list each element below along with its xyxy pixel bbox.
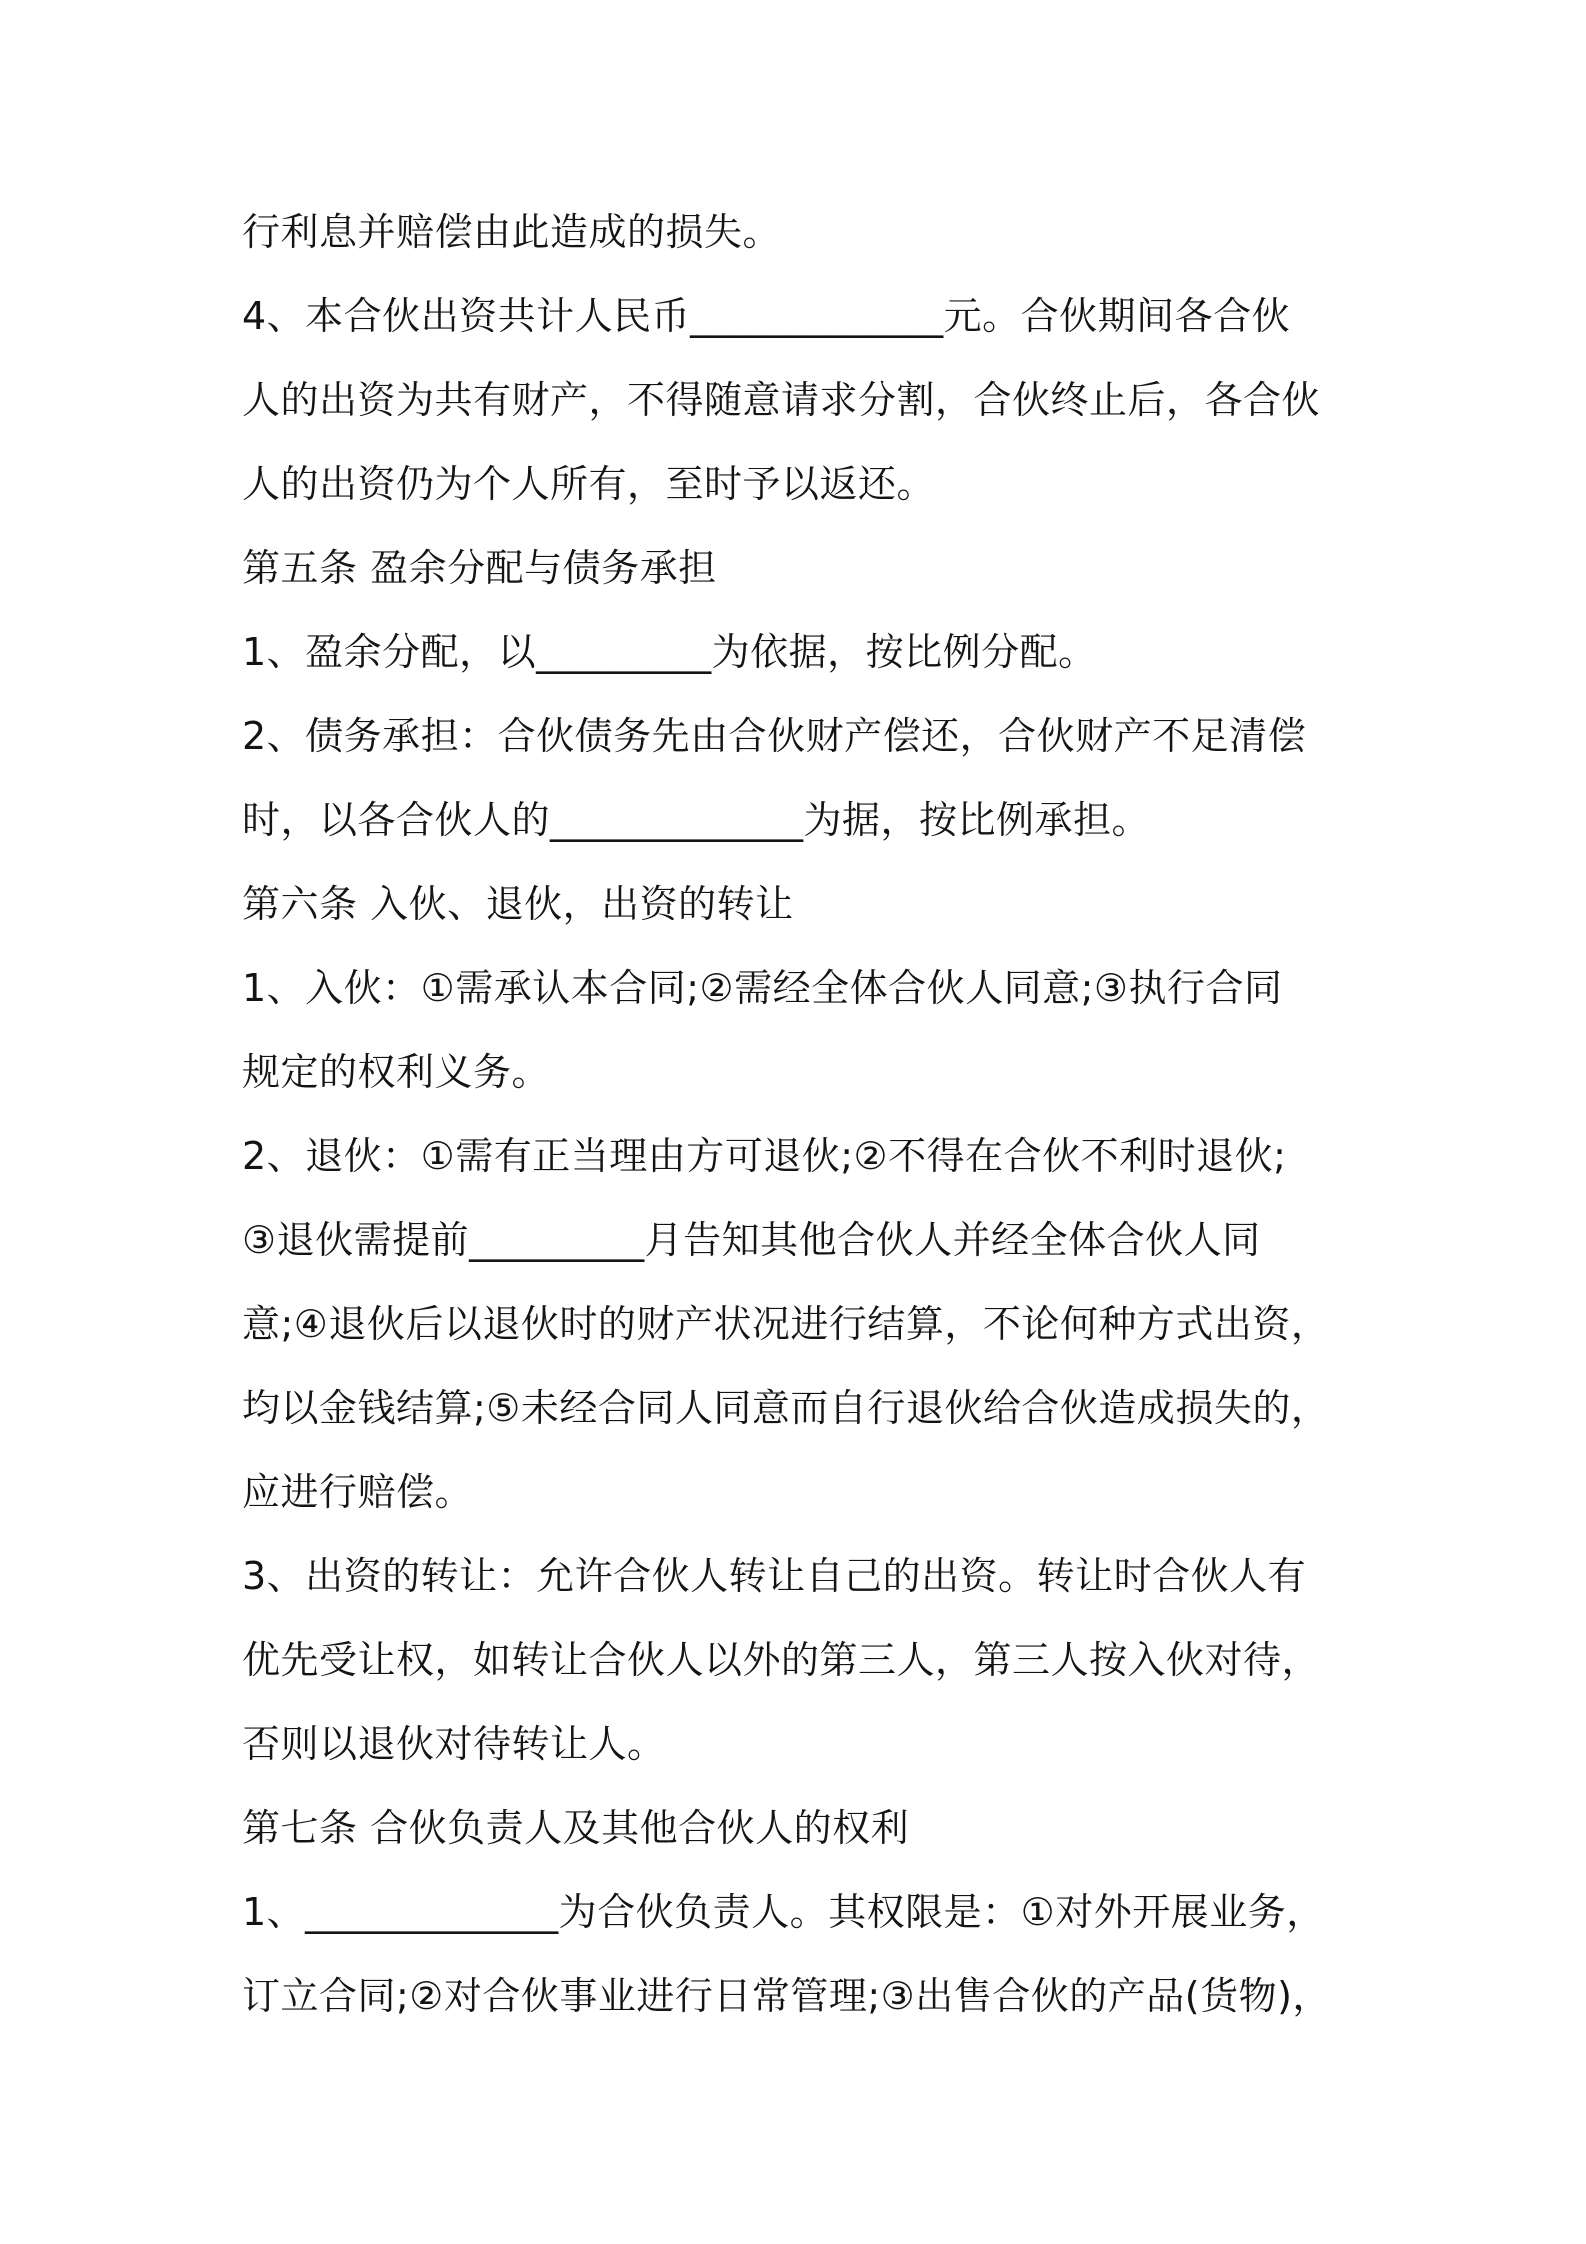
text-line: 2、债务承担：合伙债务先由合伙财产偿还，合伙财产不足清偿 bbox=[242, 714, 1307, 758]
section-heading: 第六条 入伙、退伙，出资的转让 bbox=[242, 882, 794, 926]
text-line: 意;④退伙后以退伙时的财产状况进行结算，不论何种方式出资， bbox=[242, 1302, 1330, 1346]
section-heading: 第七条 合伙负责人及其他合伙人的权利 bbox=[242, 1806, 910, 1850]
text-line: 行利息并赔偿由此造成的损失。 bbox=[242, 210, 782, 254]
text-line: ③退伙需提前_________月告知其他合伙人并经全体合伙人同 bbox=[242, 1218, 1261, 1262]
document-body bbox=[242, 190, 1362, 2038]
text-line: 否则以退伙对待转让人。 bbox=[242, 1722, 666, 1766]
text-line: 1、_____________为合伙负责人。其权限是：①对外开展业务， bbox=[242, 1890, 1325, 1934]
text-line: 优先受让权，如转让合伙人以外的第三人，第三人按入伙对待， bbox=[242, 1638, 1321, 1682]
text-line: 时，以各合伙人的_____________为据，按比例承担。 bbox=[242, 798, 1151, 842]
text-line: 订立合同;②对合伙事业进行日常管理;③出售合伙的产品(货物)， bbox=[242, 1974, 1331, 2018]
text-line: 4、本合伙出资共计人民币_____________元。合伙期间各合伙 bbox=[242, 294, 1291, 338]
section-heading: 第五条 盈余分配与债务承担 bbox=[242, 546, 717, 590]
text-line: 3、出资的转让：允许合伙人转让自己的出资。转让时合伙人有 bbox=[242, 1554, 1307, 1598]
text-line: 1、盈余分配，以_________为依据，按比例分配。 bbox=[242, 630, 1097, 674]
text-line: 1、入伙：①需承认本合同;②需经全体合伙人同意;③执行合同 bbox=[242, 966, 1283, 1010]
text-line: 应进行赔偿。 bbox=[242, 1470, 474, 1514]
text-line: 人的出资仍为个人所有，至时予以返还。 bbox=[242, 462, 936, 506]
text-line: 均以金钱结算;⑤未经合同人同意而自行退伙给合伙造成损失的， bbox=[242, 1386, 1330, 1430]
text-line: 2、退伙：①需有正当理由方可退伙;②不得在合伙不利时退伙; bbox=[242, 1134, 1287, 1178]
text-line: 人的出资为共有财产，不得随意请求分割，合伙终止后，各合伙 bbox=[242, 378, 1321, 422]
text-line: 规定的权利义务。 bbox=[242, 1050, 551, 1094]
